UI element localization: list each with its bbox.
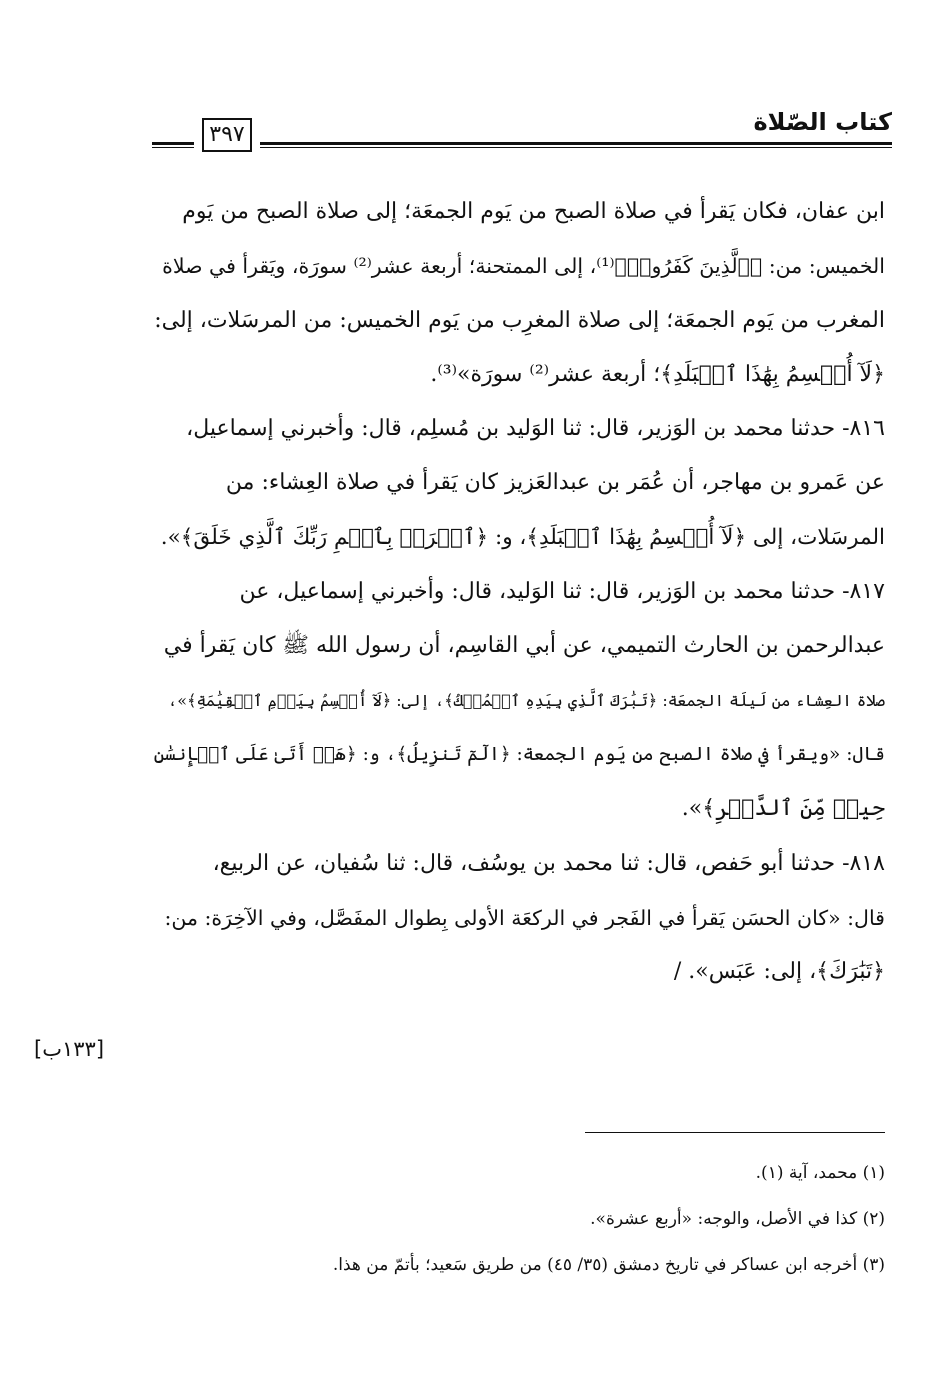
text-line: قال: «ويقرأ في صلاة الصبح من يَوم الجمعة: ﴿الٓمٓ تَنزِيلُ﴾، و: ﴿هَلۡ أَتَىٰ عَلَى ٱلۡإِنسَٰنِ (153, 743, 885, 765)
footnote-2: (٢) كذا في الأصل، والوجه: «أربع عشرة». (590, 1209, 885, 1229)
text-line: عن عَمرو بن مهاجر، أن عُمَر بن عبدالعَزيز كان يَقرأ في صلاة العِشاء: من (225, 470, 885, 496)
text-line: المغرب من يَوم الجمعَة؛ إلى صلاة المغرِب من يَوم الخميس: من المرسَلات، إلى: (154, 307, 885, 333)
text-line-hadith-818: ٨١٨- حدثنا أبو حَفص، قال: ثنا محمد بن يوسُف، قال: ثنا سُفيان، عن الربيع، (212, 850, 885, 876)
body-text (148, 185, 885, 999)
text-line-hadith-816: ٨١٦- حدثنا محمد بن الوَزير، قال: ثنا الوَليد بن مُسلِم، قال: وأخبرني إسماعيل، (186, 416, 885, 442)
text-line: الخميس: من: ﴿ٱلَّذِينَ كَفَرُوا۟﴾⁽¹⁾، إلى الممتحنة؛ أربعة عشر⁽²⁾ سورَة، ويَقرأ في صلاة (162, 254, 885, 279)
manuscript-folio-marker: [١٣٣ب] (34, 1037, 105, 1061)
text-line: صلاة العِشاء من لَيلَة الجمعَة: ﴿تَبَٰرَكَ ٱلَّذِي بِيَدِهِ ٱلۡمُلۡكُ﴾، إلى: ﴿لَآ أُقۡسِمُ بِيَوۡمِ ٱلۡقِيَٰمَةِ﴾»، (167, 690, 885, 710)
footnote-1: (١) محمد، آية (١). (755, 1163, 885, 1183)
text-line: ابن عفان، فكان يَقرأ في صلاة الصبح من يَوم الجمعَة؛ إلى صلاة الصبح من يَوم (182, 199, 885, 224)
text-line: المرسَلات، إلى ﴿لَآ أُقۡسِمُ بِهَٰذَا ٱلۡبَلَدِ﴾، و: ﴿ٱقۡرَأۡ بِٱسۡمِ رَبِّكَ ٱلَّذِي خَلَقَ﴾». (160, 524, 885, 550)
text-line: ﴿لَآ أُقۡسِمُ بِهَٰذَا ٱلۡبَلَدِ﴾؛ أربعة عشر⁽²⁾ سورَة»⁽³⁾. (430, 361, 885, 387)
header-rule (260, 142, 892, 148)
text-line: حِينٞ مِّنَ ٱلدَّهۡرِ﴾». (681, 796, 885, 822)
page-header (152, 108, 892, 150)
text-line: عبدالرحمن بن الحارث التميمي، عن أبي القاسِم، أن رسول الله ﷺ كان يَقرأ في (163, 633, 885, 659)
text-line-hadith-817: ٨١٧- حدثنا محمد بن الوَزير، قال: ثنا الوَليد، قال: وأخبرني إسماعيل، عن (239, 579, 885, 605)
book-title: كتاب الصّلاة (753, 108, 892, 136)
text-line: قال: «كان الحسَن يَقرأ في الفَجر في الركعَة الأولى بِطوال المفَصَّل، وفي الآخِرَة: من: (164, 905, 885, 930)
footnote-separator (585, 1132, 885, 1133)
text-line: ﴿تَبَٰرَكَ﴾، إلى: عَبَس». / (673, 959, 885, 985)
page-number: ٣٩٧ (202, 118, 252, 152)
footnotes (148, 1150, 885, 1288)
header-rule-short (152, 142, 194, 148)
footnote-3: (٣) أخرجه ابن عساكر في تاريخ دمشق (٣٥/ ٤٥) من طريق سَعيد؛ بأتمّ من هذا. (332, 1255, 885, 1275)
